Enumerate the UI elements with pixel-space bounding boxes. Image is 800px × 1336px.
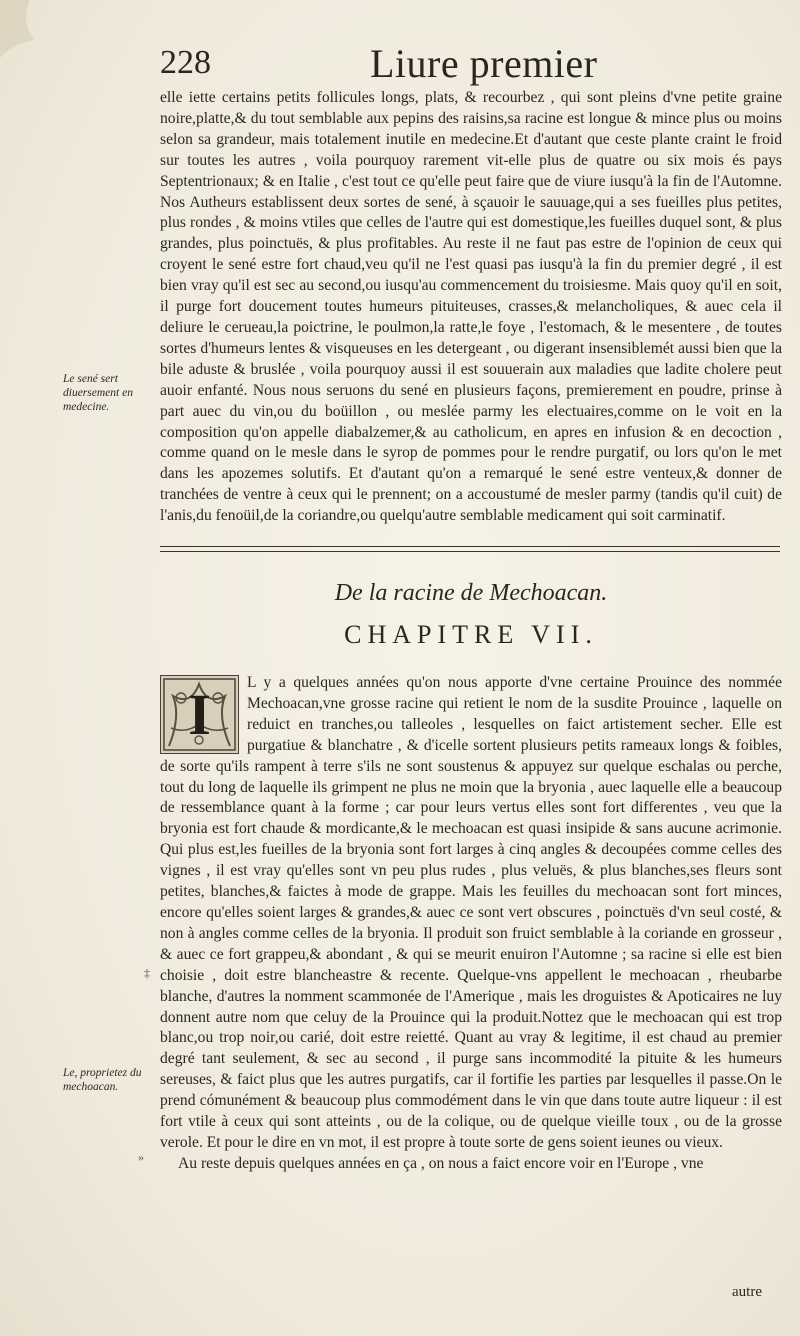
running-title: Liure premier xyxy=(370,41,598,86)
margin-marker: » xyxy=(138,1150,144,1164)
paragraph-text: L y a quelques années qu'on nous apporte d'vne certaine Prouince des nommée Mechoacan,vne grosse racine qui retient le nom de la susdite Prouince , laquelle on reduict en tranches,ou talleoles , lesquelles on faict artistement secher. Elle est purgatiue & blanchatre , & d'icelle sortent plusieurs petits rameaux longs & foibles, de sorte qu'ils rampent à terre s'ils ne sont soustenus & appuyez sur quelque eschalas ou perche, tout du long de laquelle ils grimpent ne plus ne moin que la bryonia , auec laquelle elle a beaucoup de ressemblance quant à la forme ; car pour leurs vertus elles sont fort differentes , veu que la bryonia est fort chaude & mordicante,& le mechoacan est quasi insipide & sans aucune acrimonie. Qui plus est,les fueilles de la bryonia sont fort larges à cinq angles & decoupées comme celles des vignes , il est vray qu'elles sont vn peu plus rudes , plus veluës, & plus blanches,ses fleurs sont petites, blanches,& faictes à mode de grappe. Mais les feuilles du mechoacan sont fort minces, encore qu'elles soient larges & grandes,& auec ce sont vert obscures , poinctuës d'vn seul costé, & non à angles comme celles de la bryonia. Il produit son fruict semblable à la coriande en grosseur , & auec ce fort grappeu,& abondant , & qui se meurit enuiron l'Automne ; sa racine si elle est bien choisie , doit estre blancheastre & recente. Quelque-vns appellent le mechoacan , rheubarbe blanche, d'autres la nomment scammonée de l'Amerique , mais les droguistes & Apoticaires ne luy donnent autre nom que celuy de la Prouince qui la produit.Nottez que le mechoacan qui est trop blanc,ou trop noir,ou carié, doit estre reietté. Quant au vray & legitime, il est chaud au premier degré tant seulement, & sec au second , il purge sans incommodité la pituite & les humeurs sereuses, & faict plus que les autres purgatifs, car il fortifie les parties par lesquelles il passe.On le prend cómunément & beaucoup plus commodément dans le vin que dans toute autre liqueur : il est fort vtile à ceux qui sont atteints , ou de la colique, ou de quelque vieille toux , ou de la grosse verole. Et pour le dire en vn mot, il est propre à toute sorte de gens soient ieunes ou vieux. xyxy=(160,674,782,1151)
section-rule-thin xyxy=(160,551,780,552)
catchword: autre xyxy=(732,1284,762,1300)
chapter-body xyxy=(160,673,782,1175)
drop-cap-letter: I xyxy=(188,682,211,747)
page-number: 228 xyxy=(160,44,211,81)
marginal-note-1: Le sené sert diuersement en medecine. xyxy=(63,373,133,413)
paragraph-text: elle iette certains petits follicules longs, plats, & recourbez , qui sont pleins d'vne petite graine noire,platte,& du tout semblable aux pepins des raisins,sa racine est longue & mince plus ou moins selon sa grandeur, mais totalement inutile en medecine.Et d'autant que ceste plante craint le froid sur toutes les autres , voila pourquoy rarement vit-elle plus de quatre ou six mois és pays Septentrionaux; & en Italie , c'est tout ce qu'elle peut faire que de viure iusqu'à la fin de l'Automne. Nos Autheurs establissent deux sortes de sené, à sçauoir le sauuage,qui a ses fueilles plus petites, plus rondes , & moins vtiles que celles de l'autre qui est domestique,les fueilles duquel sont, & plus grandes, plus poinctuës, & plus profitables. Au reste il ne faut pas estre de l'opinion de ceux qui croyent le sené estre fort chaud,veu qu'il ne l'est quasi pas iusqu'à la fin du premier degré , il est bien vray qu'il est sec au second,ou iusqu'au commencement du troisiesme. Mais quoy qu'il en soit, il purge fort doucement toutes humeurs pituiteuses, crasses,& melancholiques, & auec cela il deliure le cerueau,la poictrine, le poulmon,la ratte,le foye , l'estomach, & le mesentere , de toutes sortes d'humeurs lentes & visqueuses en les detergeant , ou digerant insensiblemét aussi bien que la bile aduste & bruslée , voila pourquoy aussi il est souuerain aux maladies que ladite cholere peut auoir enfanté. Nous nous seruons du sené en plusieurs façons, premierement en poudre, prinse à part auec du vin,ou du boüillon , ou meslée parmy les electuaires,comme on le voit en la composition qu'on appelle diabalzemer,& au catholicum, en apres en infusion & en decoction , comme quand on le mesle dans le syrop de pommes pour le rendre purgatif, ou lors qu'on le met dans les apozemes solutifs. Et d'autant qu'on a remarqué le sené estre venteux,& donner de tranchées de ventre à ceux qui le prennent; on a accoustumé de mesler parmy (tandis qu'il cuit) de l'anis,du fenoüil,de la coriandre,ou quelqu'autre semblable medicament qui soit carminatif. xyxy=(160,89,782,525)
section-rule xyxy=(160,546,780,547)
paper-stain xyxy=(0,0,40,60)
body-paragraph-1 xyxy=(160,88,782,527)
paragraph-text-3: Au reste depuis quelques années en ça , on nous a faict encore voir en l'Europe , vne xyxy=(178,1154,704,1172)
marginal-note-2: Le, proprietez du mechoacan. xyxy=(63,1067,142,1093)
chapter-heading: CHAPITRE VII. xyxy=(344,620,598,649)
page-header xyxy=(160,40,760,92)
decorated-initial xyxy=(160,675,239,754)
margin-marker: ‡ xyxy=(144,966,150,980)
chapter-subtitle: De la racine de Mechoacan. xyxy=(334,580,608,606)
